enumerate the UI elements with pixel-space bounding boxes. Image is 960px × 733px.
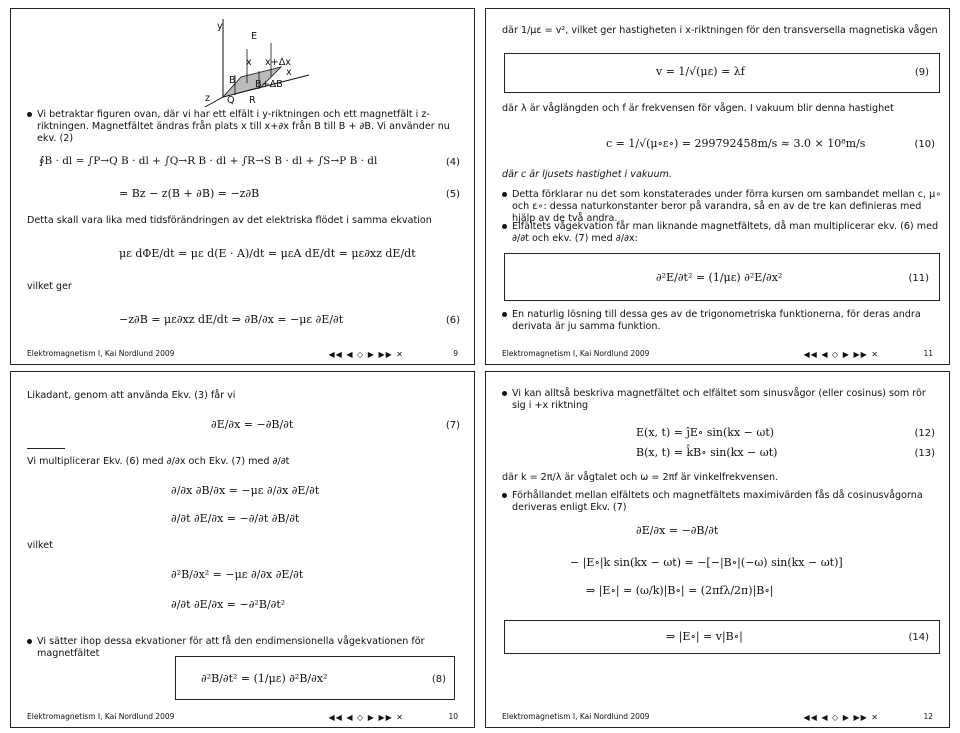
bullet-intro: Vi betraktar figuren ovan, där vi har ett elfält i y-riktningen och ett magnetfält i z-riktningen. Magnetfältet ändras från plats x till x+∂x från B till B + ∂B. Vi använder nu ekv. (2) [27,109,467,145]
eq-number-12: (12) [914,428,935,439]
fig-label-r: R [249,95,256,106]
bullet-ratio: Förhållandet mellan elfältets och magnetfältets maximivärden fås då cosinusvågorna deriveras enligt Ekv. (7) [502,490,942,514]
page-number: 12 [923,712,933,721]
page-number: 11 [923,349,933,358]
bullet-constants: Detta förklarar nu det som konstaterades under förra kursen om sambandet mellan c, μ∘ och ε∘: dessa naturkonstanter beror på varandra, så en av de tre kan definieras med hjälp av de två andra. [502,189,942,225]
slide-page-12 [485,371,950,728]
eq-number-5: (5) [445,189,460,200]
page-number: 10 [448,712,458,721]
equation-10: c = 1/√(μ∘ε∘) = 299792458m/s ≈ 3.0 × 10⁸m/s [606,137,866,150]
text-wavenumber: där k = 2π/λ är vågtalet och ω = 2πf är vinkelfrekvensen. [502,472,779,483]
footer-text: Elektromagnetism I, Kai Nordlund 2009 [502,712,650,721]
equation-r1: ∂E/∂x = −∂B/∂t [636,524,719,537]
eq-number-9: (9) [914,67,929,78]
divider-line [27,448,65,449]
eq-number-14: (14) [908,632,929,643]
text-flux-intro: Detta skall vara lika med tidsförändringen av det elektriska flödet i samma ekvation [27,215,432,226]
nav-controls[interactable]: ◀◀ ◀ ◇ ▶ ▶▶ ✕ [328,713,404,722]
equation-r2: − |E∘|k sin(kx − ωt) = −[−|B∘|(−ω) sin(kx − ωt)] [570,556,843,569]
fig-label-q: Q [227,95,235,106]
text-likadant: Likadant, genom att använda Ekv. (3) får vi [27,390,236,401]
footer-text: Elektromagnetism I, Kai Nordlund 2009 [502,349,650,358]
eq-number-4: (4) [445,157,460,168]
eq-number-11: (11) [908,273,929,284]
equation-14: ⇒ |E∘| = v|B∘| [666,630,743,643]
bullet-efield-wave: Elfältets vågekvation får man liknande magnetfältets, då man multiplicerar ekv. (6) med ∂/∂t och ekv. (7) med ∂/∂x: [502,221,942,245]
equation-c: ∂²B/∂x² = −με ∂/∂x ∂E/∂t [171,568,304,581]
text-multiply: Vi multiplicerar Ekv. (6) med ∂/∂x och Ekv. (7) med ∂/∂t [27,456,290,467]
bullet-solution: En naturlig lösning till dessa ges av de trigonometriska funktionerna, för deras andra derivata är ju samma funktion. [502,309,942,333]
fig-label-b: B [229,75,236,86]
fig-label-y: y [217,21,223,32]
equation-8: ∂²B/∂t² = (1/με) ∂²B/∂x² [201,672,328,685]
fig-label-xaxis: x [286,67,292,78]
nav-controls[interactable]: ◀◀ ◀ ◇ ▶ ▶▶ ✕ [803,713,879,722]
slide-page-10 [10,371,475,728]
equation-a: ∂/∂x ∂B/∂x = −με ∂/∂x ∂E/∂t [171,484,320,497]
page-number: 9 [453,349,458,358]
equation-b: ∂/∂t ∂E/∂x = −∂/∂t ∂B/∂t [171,512,300,525]
equation-d: ∂/∂t ∂E/∂x = −∂²B/∂t² [171,598,286,611]
footer-text: Elektromagnetism I, Kai Nordlund 2009 [27,712,175,721]
eq-number-10: (10) [914,139,935,150]
equation-5: = Bz − z(B + ∂B) = −z∂B [119,187,260,200]
eq-number-6: (6) [445,315,460,326]
slide-page-9 [10,8,475,365]
fig-label-xdx: x+Δx [265,57,291,68]
text-vilket: vilket [27,540,53,551]
footer-text: Elektromagnetism I, Kai Nordlund 2009 [27,349,175,358]
fig-label-z: z [205,93,211,104]
slide-page-11 [485,8,950,365]
nav-controls[interactable]: ◀◀ ◀ ◇ ▶ ▶▶ ✕ [803,350,879,359]
equation-12: E(x, t) = ĵE∘ sin(kx − ωt) [636,426,775,439]
equation-r3: ⇒ |E∘| = (ω/k)|B∘| = (2πfλ/2π)|B∘| [586,584,774,597]
fig-label-x: x [246,57,252,68]
equation-6: −z∂B = με∂xz dE/dt ⇒ ∂B/∂x = −με ∂E/∂t [119,313,344,326]
text-light-speed: där c är ljusets hastighet i vakuum. [502,169,672,180]
text-wavelength: där λ är våglängden och f är frekvensen för vågen. I vakuum blir denna hastighet [502,103,894,114]
equation-7: ∂E/∂x = −∂B/∂t [211,418,294,431]
bullet-wave-equation: Vi sätter ihop dessa ekvationer för att få den endimensionella vågekvationen för magnetfältet [27,636,467,660]
nav-controls[interactable]: ◀◀ ◀ ◇ ▶ ▶▶ ✕ [328,350,404,359]
equation-flux: με dΦE/dt = με d(E · A)/dt = μεA dE/dt = με∂xz dE/dt [119,247,416,260]
eq-number-13: (13) [914,448,935,459]
eq-number-7: (7) [445,420,460,431]
fig-label-e: E [251,31,258,42]
equation-11: ∂²E/∂t² = (1/με) ∂²E/∂x² [656,271,783,284]
eq-number-8: (8) [431,674,446,685]
bullet-sinusoidal: Vi kan alltså beskriva magnetfältet och elfältet som sinusvågor (eller cosinus) som rör sig i +x riktning [502,388,942,412]
equation-9: v = 1/√(με) = λf [656,65,745,78]
equation-4: ∮B · dl = ∫P→Q B · dl + ∫Q→R B · dl + ∫R→S B · dl + ∫S→P B · dl [39,155,378,167]
text-vilket-ger: vilket ger [27,281,72,292]
text-velocity-intro: där 1/με = v², vilket ger hastigheten i x-riktningen för den transversella magnetiska vågen [502,25,938,36]
fig-label-bdb: B+ΔB [255,79,283,90]
equation-13: B(x, t) = k̂B∘ sin(kx − ωt) [636,446,778,459]
